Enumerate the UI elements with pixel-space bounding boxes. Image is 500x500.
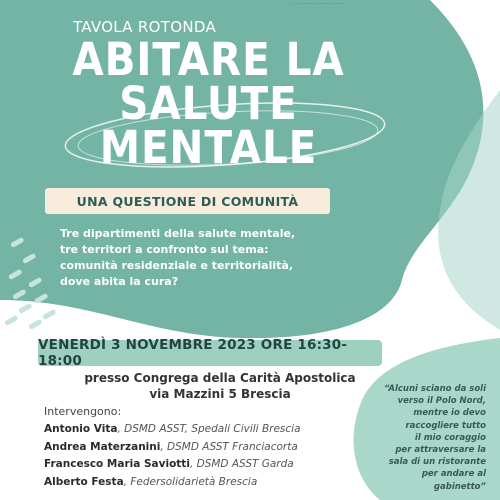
intro-line: tre territori a confronto sul tema: xyxy=(60,243,269,256)
speaker-name: Andrea Materzanini xyxy=(44,440,161,453)
speakers-title: Intervengono: xyxy=(44,405,122,418)
title-line: SALUTE xyxy=(119,77,298,130)
speaker-name: Antonio Vita xyxy=(44,423,118,435)
event-title xyxy=(60,33,357,174)
event-subtitle: UNA QUESTIONE DI COMUNITÀ xyxy=(45,188,330,214)
event-kicker: TAVOLA ROTONDA xyxy=(73,18,217,36)
quote-line: verso il Polo Nord, xyxy=(397,396,486,407)
speaker-affiliation: , DSMD ASST Garda xyxy=(189,458,294,470)
speaker-item xyxy=(44,439,374,457)
intro-line: comunità residenziale e territorialità, xyxy=(60,259,293,272)
title-line: MENTALE xyxy=(99,121,318,174)
venue-line: presso Congrega della Carità Apostolica xyxy=(84,371,356,385)
quote-line: raccogliere tutto xyxy=(405,420,486,431)
quote-line: gabinetto” xyxy=(433,481,486,492)
speaker-affiliation: , Federsolidarietà Brescia xyxy=(123,475,258,488)
event-venue xyxy=(70,370,370,402)
speaker-name: Alberto Festa xyxy=(44,475,124,488)
quote-line: per attraversare la xyxy=(395,445,486,456)
speaker-item xyxy=(44,421,374,439)
speaker-item xyxy=(44,474,374,492)
speaker-name: Francesco Maria Saviotti xyxy=(44,458,190,470)
quote-text xyxy=(366,383,486,493)
speaker-affiliation: , DSMD ASST Franciacorta xyxy=(160,440,298,453)
speaker-affiliation: , DSMD ASST, Spedali Civili Brescia xyxy=(117,423,301,435)
event-date: VENERDÌ 3 NOVEMBRE 2023 ORE 16:30-18:00 xyxy=(38,340,382,366)
venue-line: via Mazzini 5 Brescia xyxy=(149,387,291,401)
quote-line: mentre io devo xyxy=(413,408,486,419)
quote-line: il mio coraggio xyxy=(414,432,486,443)
quote-line: sala di un ristorante xyxy=(388,457,486,468)
intro-text xyxy=(60,226,340,290)
speakers-list xyxy=(44,421,374,491)
quote-line: “Alcuni sciano da soli xyxy=(384,384,486,394)
intro-line: Tre dipartimenti della salute mentale, xyxy=(60,227,296,240)
intro-line: dove abita la cura? xyxy=(60,275,179,288)
top-mark: ................................ xyxy=(290,0,347,5)
title-line: ABITARE LA xyxy=(72,33,345,86)
quote-line: per andare al xyxy=(421,469,486,480)
speaker-item xyxy=(44,456,374,474)
